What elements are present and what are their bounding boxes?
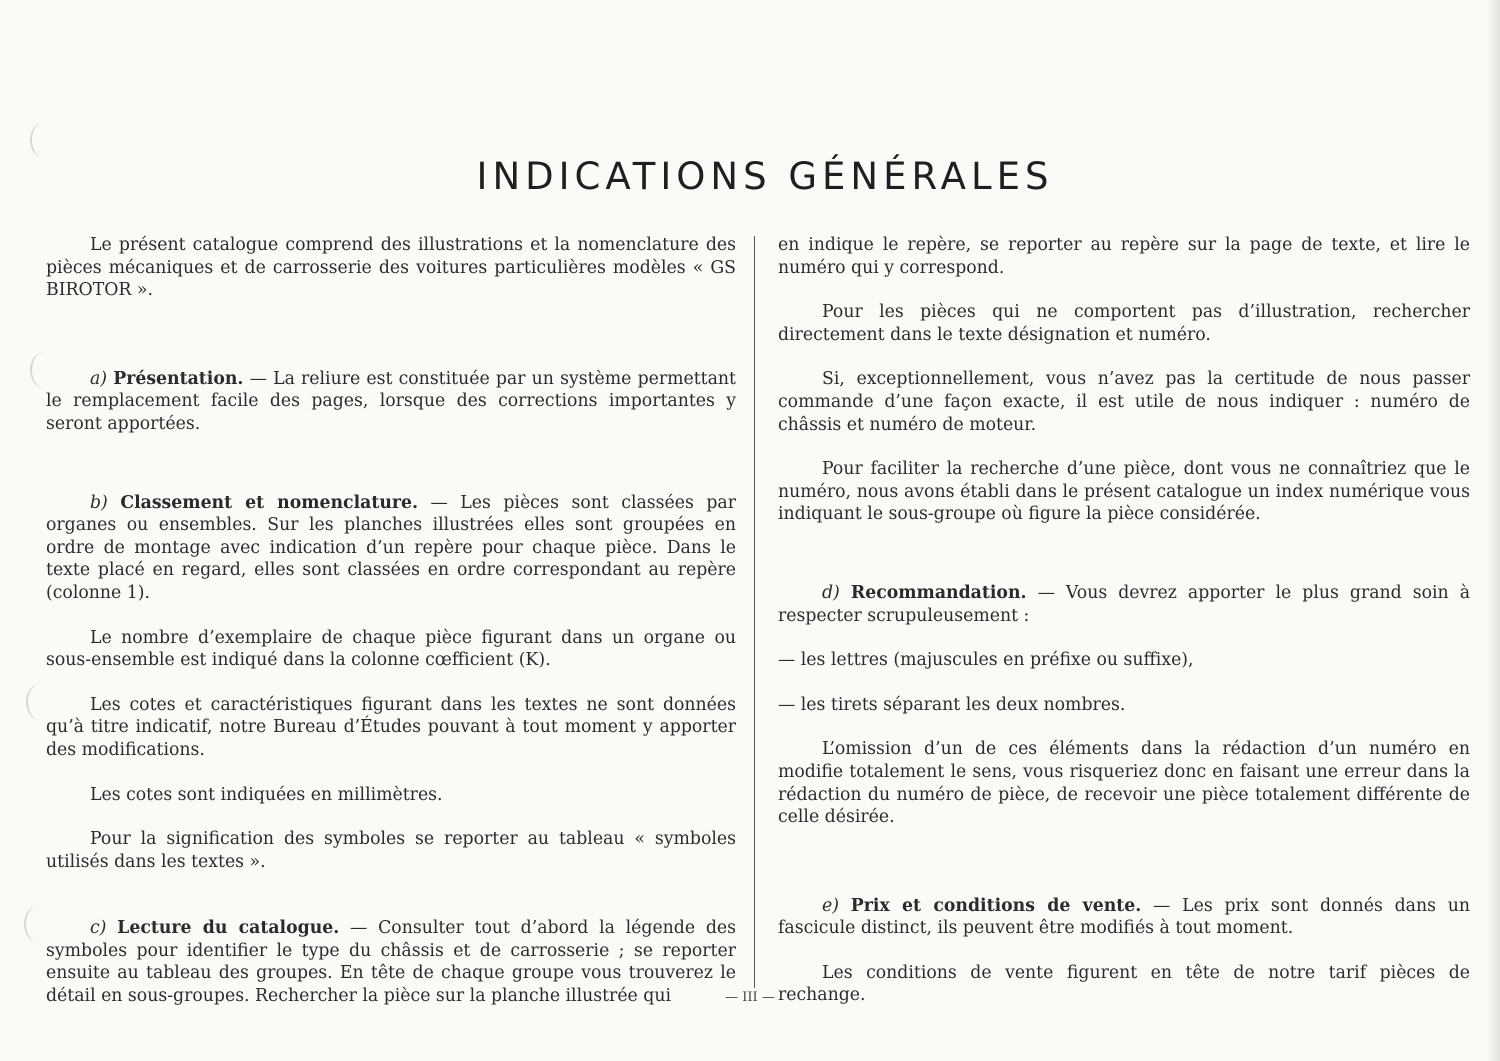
punch-hole-mark (30, 122, 58, 158)
section-a-letter: a) (90, 368, 108, 389)
symboles-paragraph: Pour la signification des symboles se reporter au tableau « symboles utilisés dans les textes ». (46, 829, 736, 872)
omission-paragraph: L’omission d’un de ces éléments dans la rédaction d’un numéro en modifie totalement le sens, vous risqueriez donc en faisant une erreur dans la rédaction du numéro de pièce, de recevoir une pièce totalement différente de celle désirée. (778, 739, 1470, 828)
conditions-paragraph: Les conditions de vente figurent en tête de notre tarif pièces de rechange. (778, 962, 1470, 1006)
section-a-paragraph (46, 368, 736, 436)
section-d-paragraph (778, 582, 1470, 627)
section-e-text: — Les prix sont donnés dans un fascicule distinct, ils peuvent être modifiés à tout moment. (778, 895, 1471, 939)
intro-paragraph: Le présent catalogue comprend des illustrations et la nomenclature des pièces mécaniques et de carrosserie des voitures particulières modèles « GS BIROTOR ». (46, 235, 736, 301)
section-b-heading: Classement et nomenclature. (120, 492, 419, 513)
page-number: — III — (725, 990, 775, 1005)
section-a-heading: Présentation. (113, 368, 244, 389)
section-d-letter: d) (822, 582, 840, 603)
right-column (778, 234, 1470, 1007)
left-column (46, 234, 736, 1008)
section-a-text: — La reliure est constituée par un système permettant le remplacement facile des pages, lorsque des corrections importantes y seront apportées. (46, 368, 736, 434)
exception-paragraph: Si, exceptionnellement, vous n’avez pas la certitude de nous passer commande d’une façon exacte, il est utile de nous indiquer : numéro de châssis et numéro de moteur. (778, 369, 1470, 435)
bullet-tirets: — les tirets séparant les deux nombres. (778, 694, 1126, 715)
column-divider (754, 236, 755, 988)
section-c-letter: c) (90, 918, 107, 939)
section-b-text: — Les pièces sont classées par organes ou ensembles. Sur les planches illustrées elles sont groupées en ordre de montage avec indication d’un repère pour chaque pièce. Dans le texte placé en regard, elles sont classées en ordre correspondant au repère (colonne 1). (46, 492, 736, 603)
section-e-letter: e) (822, 895, 839, 916)
sans-illustration-paragraph: Pour les pièces qui ne comportent pas d’illustration, rechercher directement dans le texte désignation et numéro. (778, 302, 1470, 345)
bullet-lettres: — les lettres (majuscules en préfixe ou suffixe), (778, 650, 1194, 671)
section-b-paragraph (46, 492, 736, 605)
page-title: INDICATIONS GÉNÉRALES (476, 154, 1054, 198)
section-e-paragraph (778, 895, 1470, 940)
section-b-letter: b) (90, 492, 108, 513)
section-c-heading: Lecture du catalogue. (117, 918, 340, 939)
section-c-continuation: en indique le repère, se reporter au repère sur la page de texte, et lire le numéro qui y correspond. (778, 235, 1470, 278)
section-e-heading: Prix et conditions de vente. (850, 895, 1142, 916)
index-paragraph: Pour faciliter la recherche d’une pièce, dont vous ne connaîtriez que le numéro, nous avons établi dans le présent catalogue un index numérique vous indiquant le sous-groupe où figure la pièce considérée. (778, 459, 1470, 525)
section-d-heading: Recommandation. (850, 582, 1027, 603)
exemplaire-paragraph: Le nombre d’exemplaire de chaque pièce figurant dans un organe ou sous-ensemble est indiqué dans la colonne cœfficient (K). (46, 627, 736, 671)
cotes-paragraph: Les cotes et caractéristiques figurant dans les textes ne sont données qu’à titre indicatif, notre Bureau d’Études pouvant à tout moment y apporter des modifications. (46, 694, 736, 760)
section-d-text: — Vous devrez apporter le plus grand soin à respecter scrupuleusement : (778, 582, 1471, 626)
section-c-text: — Consulter tout d’abord la légende des symboles pour identifier le type du châssis et de carrosserie ; se reporter ensuite au tableau des groupes. En tête de chaque groupe vous trouverez le détail en sous-groupes. Rechercher la pièce sur la planche illustrée qui (46, 918, 736, 1007)
millimetres-paragraph: Les cotes sont indiquées en millimètres. (90, 784, 443, 805)
